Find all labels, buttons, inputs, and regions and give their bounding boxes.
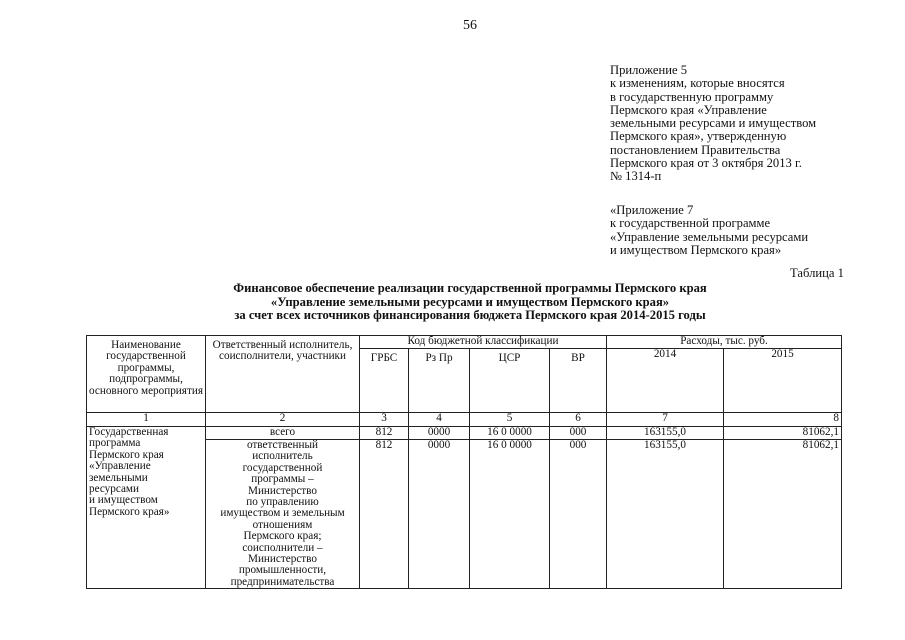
executor-line: имуществом и земельным: [220, 507, 345, 520]
column-number: 4: [409, 413, 470, 427]
executor-line: промышленности,: [238, 564, 327, 577]
executor-line: по управлению: [246, 496, 319, 509]
program-name-line: «Управление: [89, 460, 151, 473]
grbs-value: 812: [360, 427, 409, 440]
executor-line: программы –: [251, 473, 314, 486]
appendix-line: Пермского края «Управление: [610, 102, 767, 117]
appendix-line: к изменениям, которые вносятся: [610, 76, 785, 91]
title-line: «Управление земельными ресурсами и имуществом Пермского края»: [270, 294, 670, 309]
executor-line: Пермского края;: [243, 530, 322, 543]
executor-total: всего: [206, 427, 360, 440]
header-name: Наименование государственной программы, подпрограммы, основного мероприятия: [87, 336, 206, 413]
csr-value: 16 0 0000: [470, 440, 550, 589]
title-line: за счет всех источников финансирования бюджета Пермского края 2014-2015 годы: [234, 308, 706, 322]
table-label: Таблица 1: [790, 266, 844, 280]
rzpr-value: 0000: [409, 440, 470, 589]
header-rzpr: Рз Пр: [409, 349, 470, 413]
program-name-line: Пермского края»: [89, 505, 170, 518]
header-2014: 2014: [607, 349, 724, 413]
executor-line: соисполнители –: [242, 541, 323, 554]
column-number: 6: [550, 413, 607, 427]
page-number: 56: [463, 18, 477, 33]
header-2015: 2015: [724, 349, 842, 413]
appendix-line: постановлением Правительства: [610, 142, 781, 157]
column-number: 1: [87, 413, 206, 427]
amount-2015: 81062,1: [724, 427, 842, 440]
header-vr: ВР: [550, 349, 607, 413]
executor-line: отношениям: [252, 518, 313, 531]
appendix-line: земельными ресурсами и имуществом: [610, 116, 817, 131]
amount-2014: 163155,0: [607, 440, 724, 589]
vr-value: 000: [550, 427, 607, 440]
column-number: 8: [724, 413, 842, 427]
annex-note: [610, 204, 900, 257]
program-name-line: земельными: [89, 471, 148, 484]
executor-detail-cell: [206, 440, 360, 589]
title-line: Финансовое обеспечение реализации государственной программы Пермского края: [233, 281, 707, 295]
program-name-line: Государственная: [89, 426, 169, 438]
appendix-note: [610, 64, 900, 184]
appendix-line: Пермского края», утвержденную: [610, 129, 787, 144]
program-name-line: и имуществом: [89, 494, 158, 507]
annex-line: «Управление земельными ресурсами: [610, 229, 809, 244]
financing-table: [86, 335, 842, 589]
program-name-line: Пермского края: [89, 448, 164, 461]
header-grbs: ГРБС: [360, 349, 409, 413]
rzpr-value: 0000: [409, 427, 470, 440]
csr-value: 16 0 0000: [470, 427, 550, 440]
annex-line: «Приложение 7: [610, 203, 694, 217]
vr-value: 000: [550, 440, 607, 589]
appendix-line: Приложение 5: [610, 63, 688, 77]
header-executor: Ответственный исполнитель, соисполнители, участники: [206, 336, 360, 413]
appendix-line: в государственную программу: [610, 89, 774, 104]
column-number: 5: [470, 413, 550, 427]
executor-line: предпринимательства: [230, 575, 335, 588]
program-name-cell: [87, 427, 206, 589]
amount-2014: 163155,0: [607, 427, 724, 440]
column-number: 3: [360, 413, 409, 427]
document-title: [150, 282, 790, 323]
program-name-line: ресурсами: [89, 483, 139, 496]
column-number: 2: [206, 413, 360, 427]
executor-line: государственной: [242, 461, 323, 474]
annex-line: и имуществом Пермского края»: [610, 242, 782, 257]
executor-line: Министерство: [248, 484, 317, 497]
amount-2015: 81062,1: [724, 440, 842, 589]
column-number: 7: [607, 413, 724, 427]
header-classification: Код бюджетной классификации: [360, 336, 607, 349]
executor-line: ответственный: [246, 439, 319, 451]
executor-line: Министерство: [248, 553, 317, 566]
grbs-value: 812: [360, 440, 409, 589]
header-csr: ЦСР: [470, 349, 550, 413]
annex-line: к государственной программе: [610, 216, 771, 231]
program-name-line: программа: [89, 437, 141, 450]
executor-line: исполнитель: [252, 450, 313, 463]
appendix-line: Пермского края от 3 октября 2013 г.: [610, 156, 802, 171]
appendix-line: № 1314-п: [610, 169, 662, 184]
header-expenses: Расходы, тыс. руб.: [607, 336, 842, 349]
